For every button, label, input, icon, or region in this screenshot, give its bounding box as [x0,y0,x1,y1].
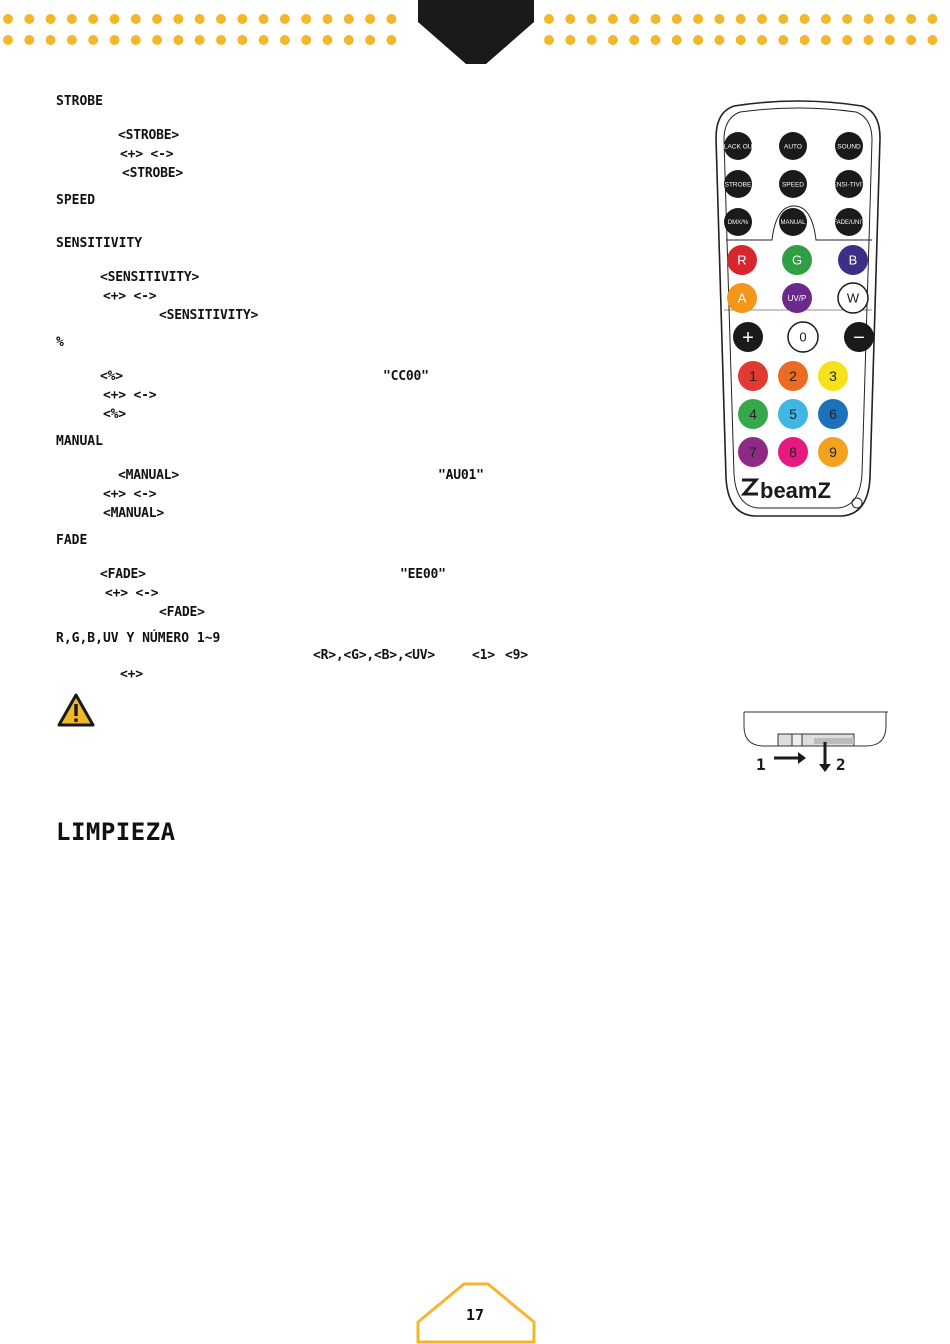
manual-line-3: <MANUAL> [103,506,165,521]
header-dot [323,35,333,45]
rgbuv-heading: R,G,B,UV Y NÚMERO 1~9 [56,631,221,646]
header-dot [152,14,162,24]
sensitivity-heading: SENSITIVITY [56,236,143,251]
header-dot [714,14,724,24]
header-dot [280,14,290,24]
percent-line-2: <+> <-> [103,388,157,403]
header-dot [323,14,333,24]
header-dot [344,14,354,24]
header-dot [301,14,311,24]
svg-text:beamZ: beamZ [760,478,831,503]
header-dot [88,14,98,24]
header-dot [544,35,554,45]
header-dot [88,35,98,45]
remote-button-label: 3 [829,368,837,385]
fade-line-3: <FADE> [159,605,205,620]
header-dot [259,14,269,24]
header-dot [110,14,120,24]
header-dot [259,35,269,45]
header-dot [651,35,661,45]
header-dot [3,14,13,24]
header-dot [757,14,767,24]
rgbuv-keys: <R>,<G>,<B>,<UV> [313,648,436,663]
header-dots-right [542,10,942,50]
rgbuv-range-from: <1> [472,648,495,663]
header-dot [67,14,77,24]
remote-button-label: AUTO [784,143,802,151]
header-dot [778,35,788,45]
header-dot [821,35,831,45]
remote-button-label: + [742,327,754,350]
header-dot [927,35,937,45]
fade-heading: FADE [56,533,88,548]
remote-button-label: 8 [789,444,797,461]
svg-text:1: 1 [756,755,766,774]
header-dot [693,14,703,24]
header-dots-left [0,10,410,50]
header-dot [842,14,852,24]
header-dot [693,35,703,45]
speed-heading: SPEED [56,193,96,208]
sensitivity-line-1: <SENSITIVITY> [100,270,200,285]
header-tab-shape [418,0,534,66]
remote-button-label: B [848,252,858,268]
header-dot [800,14,810,24]
svg-text:2: 2 [836,755,846,774]
header-dot [672,14,682,24]
header-dot [237,14,247,24]
header-dot [173,35,183,45]
header-dot [885,35,895,45]
header-dot [131,35,141,45]
header-dot [714,35,724,45]
remote-button-label: − [853,327,865,350]
remote-button-label: 5 [789,406,797,423]
fade-line-1: <FADE> [100,567,146,582]
remote-button-label: SPEED [781,181,805,189]
remote-button-label: BLACK OUT [719,143,757,151]
header-dot [565,14,575,24]
header-dot [885,14,895,24]
manual-line-1: <MANUAL> [118,468,180,483]
header-dot [800,35,810,45]
remote-button-label: 6 [829,406,837,423]
remote-button-label: STROBE [724,181,752,189]
header-dot [864,14,874,24]
percent-heading: % [56,335,64,350]
remote-button-label: 0 [799,329,807,345]
header-dot [216,14,226,24]
remote-button-label: DMX/% [727,220,749,227]
header-dot [386,14,396,24]
header-dot [46,14,56,24]
strobe-line-3: <STROBE> [122,166,184,181]
header-dot [3,35,13,45]
header-dot [110,35,120,45]
header-dot [672,35,682,45]
header-dot [821,14,831,24]
fade-code: "EE00" [400,567,446,582]
header-dot [280,35,290,45]
remote-button-label: G [791,252,803,268]
header-dot [544,14,554,24]
manual-line-2: <+> <-> [103,487,157,502]
header-dot [736,35,746,45]
header-dot [24,14,34,24]
header-dot [842,35,852,45]
strobe-line-2: <+> <-> [120,147,174,162]
header-dot [301,35,311,45]
header-dot [237,35,247,45]
rgbuv-range-to: <9> [505,648,528,663]
remote-control-icon [712,98,884,520]
header-dot [365,35,375,45]
remote-button-label: 2 [789,368,797,385]
remote-button-label: SOUND [837,143,861,151]
header-dot [67,35,77,45]
header-dot [46,35,56,45]
sensitivity-line-3: <SENSITIVITY> [159,308,259,323]
section-title-limpieza: LIMPIEZA [56,818,176,846]
remote-button-label: FADE/UNIT [833,220,865,227]
sensitivity-line-2: <+> <-> [103,289,157,304]
header-dot [906,14,916,24]
header-dot [216,35,226,45]
remote-button-label: UV/P [787,293,807,303]
header-dot [131,14,141,24]
header-dot [736,14,746,24]
header-dot [24,35,34,45]
header-dot [757,35,767,45]
header-dot [651,14,661,24]
header-dot [629,14,639,24]
remote-button-label: SENSI-TIVITY [828,181,870,189]
battery-compartment-icon [742,708,892,778]
manual-code: "AU01" [438,468,484,483]
header-dot [386,35,396,45]
header-dot [195,14,205,24]
strobe-line-1: <STROBE> [118,128,180,143]
percent-code: "CC00" [383,369,429,384]
rgbuv-plus: <+> [120,667,143,682]
header-dot [864,35,874,45]
warning-triangle-icon [56,692,96,728]
header-dot [344,35,354,45]
header-dot [173,14,183,24]
remote-button-label: W [846,290,860,306]
remote-button-label: R [737,252,747,268]
remote-button-label: 7 [749,444,757,461]
remote-button-label: A [737,290,747,306]
remote-button-label: 4 [749,406,757,423]
header-dot [608,35,618,45]
header-dot [195,35,205,45]
percent-line-1: <%> [100,369,123,384]
page-number: 17 [465,1306,485,1324]
remote-button-label: 9 [829,444,837,461]
remote-button-label: MANUAL [780,220,806,227]
manual-heading: MANUAL [56,434,103,449]
percent-line-3: <%> [103,407,126,422]
header-dot [152,35,162,45]
header-dot [927,14,937,24]
fade-line-2: <+> <-> [105,586,159,601]
header-dot [565,35,575,45]
header-dot [365,14,375,24]
header-dot [778,14,788,24]
header-dot [608,14,618,24]
header-dot [587,35,597,45]
remote-button-label: 1 [749,368,757,385]
header-dot [629,35,639,45]
header-dot [906,35,916,45]
strobe-heading: STROBE [56,94,103,109]
header-dot [587,14,597,24]
